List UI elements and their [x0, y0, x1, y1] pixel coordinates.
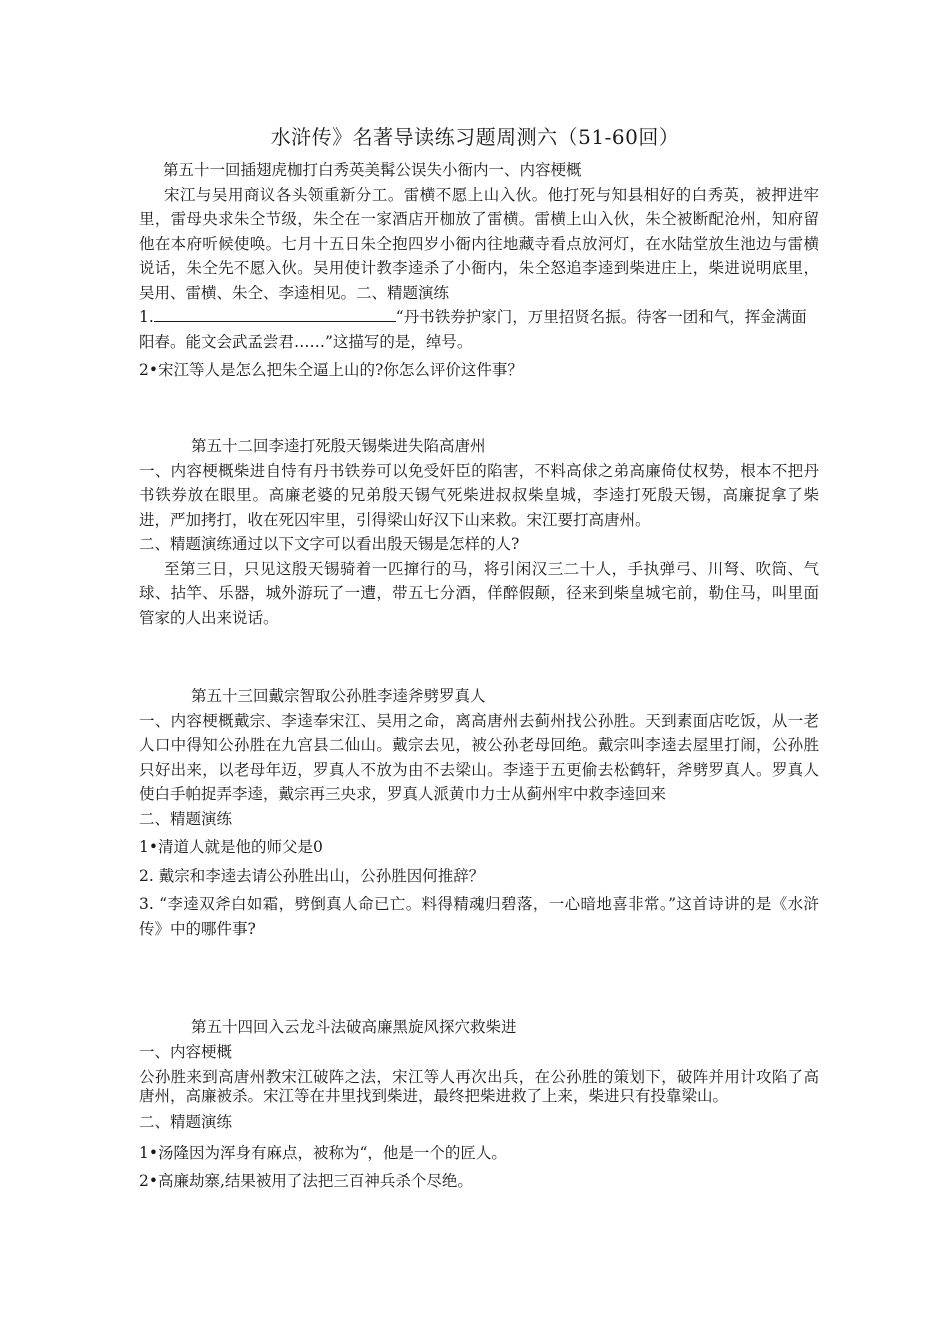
chapter-52-exercise: 二、精题演练通过以下文字可以看出殷天锡是怎样的人?	[139, 535, 520, 553]
chapter-54-heading: 第五十四回入云龙斗法破高廉黑旋风探穴救柴进	[191, 1018, 517, 1036]
page-title: 水浒传》名著导读练习题周测六（51-60回）	[270, 125, 680, 149]
chapter-53-question-2: 2. 戴宗和李逵去请公孙胜出山，公孙胜因何推辞？	[139, 866, 485, 885]
chapter-51-heading: 第五十一回插翅虎枷打白秀英美髯公误失小衙内一、内容梗概	[163, 161, 582, 179]
chapter-52-summary: 一、内容梗概柴进自恃有丹书铁券可以免受奸臣的陷害，不料高俅之弟高廉倚仗权势，根本不把丹书铁券放在眼里。高廉老婆的兄弟殷天锡气死柴进叔叔柴皇城，李逵打死殷天锡，高廉捉拿了柴进，严加拷打，收在死囚牢里，引得梁山好汉下山来救。宋江要打高唐州。	[139, 461, 819, 529]
chapter-53-question-1: 1•清道人就是他的师父是0	[139, 838, 323, 856]
chapter-53-question-3: 3. “李逵双斧白如霜，劈倒真人命已亡。料得精魂归碧落，一心暗地喜非常。”这首诗讲的是《水浒传》中的哪件事?	[139, 895, 819, 938]
chapter-51-question-2: 2•宋江等人是怎么把朱仝逼上山的?你怎么评价这件事？	[139, 361, 523, 379]
chapter-53-summary: 一、内容梗概戴宗、李逵奉宋江、吴用之命，离高唐州去蓟州找公孙胜。天到素面店吃饭，从一老人口中得知公孙胜在九宫县二仙山。戴宗去见，被公孙老母回绝。戴宗叫李逵去屋里打闹，公孙胜只好出来，以老母年迈，罗真人不放为由不去梁山。李逵于五更偷去松鹤轩，斧劈罗真人。罗真人使白手帕捉弄李逵，戴宗再三央求，罗真人派黄巾力士从蓟州牢中救李逵回来	[139, 711, 819, 803]
chapter-51-question-1	[139, 305, 819, 354]
chapter-51-section	[139, 158, 819, 383]
chapter-53-section	[139, 684, 819, 941]
answer-blank[interactable]	[154, 305, 396, 322]
chapter-51-summary: 宋江与吴用商议各头领重新分工。雷横不愿上山入伙。他打死与知县相好的白秀英，被押进牢里，雷母央求朱仝节级，朱仝在一家酒店开枷放了雷横。雷横上山入伙，朱仝被断配沧州，知府留他在本府听候使唤。七月十五日朱仝抱四岁小衙内往地藏寺看点放河灯，在水陆堂放生池边与雷横说话，朱仝先不愿入伙。吴用使计教李逵杀了小衙内，朱仝怒追李逵到柴进庄上，柴进说明底里，吴用、雷横、朱仝、李逵相见。二、精题演练	[139, 185, 819, 302]
chapter-54-section	[139, 1015, 819, 1194]
chapter-52-heading: 第五十二回李逵打死殷天锡柴进失陷高唐州	[191, 437, 486, 455]
chapter-54-summary: 公孙胜来到高唐州教宋江破阵之法，宋江等人再次出兵，在公孙胜的策划下，破阵并用计攻陷了高唐州，高廉被杀。宋江等在井里找到柴进，最终把柴进救了上来，柴进只有投靠梁山。	[139, 1068, 819, 1105]
chapter-52-passage: 至第三日，只见这殷天锡骑着一匹撺行的马，将引闲汉三二十人，手执弹弓、川弩、吹筒、气球、拈竿、乐器，城外游玩了一遭，带五七分酒，佯醉假颠，径来到柴皇城宅前，勒住马，叫里面管家的人出来说话。	[139, 559, 819, 627]
chapter-54-question-1: 1•汤隆因为浑身有麻点，被称为“，他是一个的匠人。	[139, 1143, 507, 1162]
chapter-53-exercise: 二、精题演练	[139, 809, 233, 828]
question-1-number: 1.	[139, 308, 154, 326]
chapter-54-question-2: 2•高廉劫寨,结果被用了法把三百神兵杀个尽绝。	[139, 1172, 473, 1190]
question-1-text: “丹书铁券护家门，万里招贤名振。待客一团和气，挥金满面阳春。能文会武孟尝君……”这描写的是，绰号。	[139, 308, 807, 351]
chapter-53-heading: 第五十三回戴宗智取公孙胜李逵斧劈罗真人	[191, 687, 486, 705]
chapter-54-summary-label: 一、内容梗概	[139, 1042, 233, 1061]
chapter-54-exercise: 二、精题演练	[139, 1113, 233, 1131]
chapter-52-section	[139, 434, 819, 630]
